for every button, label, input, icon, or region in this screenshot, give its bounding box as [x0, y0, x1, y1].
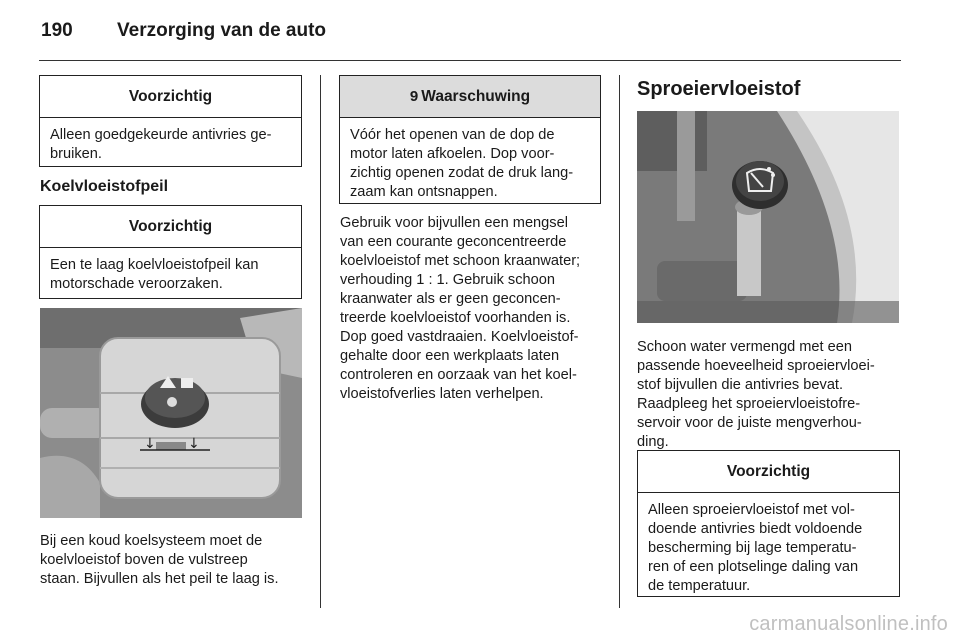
coolant-paragraph — [40, 532, 310, 589]
caution-line: motorschade veroorzaken. — [50, 276, 223, 292]
header-rule — [39, 60, 901, 61]
paragraph-line: kraanwater als er geen geconcen- — [340, 291, 561, 307]
warning-box — [339, 75, 601, 204]
warning-heading-label: Waarschuwing — [421, 87, 531, 105]
caution-heading: Voorzichtig — [40, 76, 301, 118]
coolant-reservoir-photo — [40, 308, 302, 518]
watermark: carmanualsonline.info — [749, 613, 948, 635]
caution-body — [40, 248, 301, 294]
warning-line: Vóór het openen van de dop de — [350, 127, 555, 143]
section-heading-coolant-level: Koelvloeistofpeil — [40, 178, 169, 195]
section-heading-washer-fluid: Sproeiervloeistof — [637, 78, 801, 100]
warning-9-icon: 9 — [409, 88, 419, 105]
paragraph-line: vloeistofverlies laten verhelpen. — [340, 386, 544, 402]
paragraph-line: koelvloeistof met schoon kraanwater; — [340, 253, 581, 269]
column-divider-2 — [619, 75, 620, 608]
paragraph-line: verhouding 1 : 1. Gebruik schoon — [340, 272, 555, 288]
caution-heading: Voorzichtig — [638, 451, 899, 493]
caution-line: Alleen sproeiervloeistof met vol- — [648, 502, 855, 518]
washer-reservoir-photo — [637, 111, 899, 323]
caution-line: Alleen goedgekeurde antivries ge- — [50, 127, 272, 143]
svg-text:↓: ↓ — [188, 436, 200, 452]
column-divider-1 — [320, 75, 321, 608]
paragraph-line: Schoon water vermengd met een — [637, 339, 852, 355]
coolant-fill-paragraph — [340, 214, 612, 404]
caution-heading: Voorzichtig — [40, 206, 301, 248]
caution-line: doende antivries biedt voldoende — [648, 521, 863, 537]
paragraph-line: treerde koelvloeistof voorhanden is. — [340, 310, 571, 326]
caution-line: de temperatuur. — [648, 578, 751, 594]
paragraph-line: stof bijvullen die antivries bevat. — [637, 377, 844, 393]
paragraph-line: ding. — [637, 434, 669, 450]
paragraph-line: staan. Bijvullen als het peil te laag is. — [40, 571, 279, 587]
page-number: 190 — [41, 20, 73, 41]
caution-box-antifreeze — [39, 75, 302, 167]
paragraph-line: koelvloeistof boven de vulstreep — [40, 552, 248, 568]
warning-line: zichtig openen zodat de druk lang- — [350, 165, 574, 181]
warning-line: motor laten afkoelen. Dop voor- — [350, 146, 555, 162]
paragraph-line: servoir voor de juiste mengverhou- — [637, 415, 862, 431]
page-title: Verzorging van de auto — [117, 20, 327, 41]
caution-line: bescherming bij lage temperatu- — [648, 540, 857, 556]
caution-box-coolant — [39, 205, 302, 299]
paragraph-line: passende hoeveelheid sproeiervloei- — [637, 358, 875, 374]
washer-fluid-paragraph — [637, 338, 909, 452]
paragraph-line: controleren en oorzaak van het koel- — [340, 367, 577, 383]
svg-text:↓: ↓ — [144, 436, 156, 452]
caution-body — [40, 118, 301, 164]
paragraph-line: gehalte door een werkplaats laten — [340, 348, 560, 364]
paragraph-line: Raadpleeg het sproeiervloeistofre- — [637, 396, 861, 412]
caution-line: bruiken. — [50, 146, 102, 162]
caution-line: Een te laag koelvloeistofpeil kan — [50, 257, 259, 273]
paragraph-line: Bij een koud koelsysteem moet de — [40, 533, 263, 549]
caution-line: ren of een plotselinge daling van — [648, 559, 859, 575]
warning-line: zaam kan ontsnappen. — [350, 184, 498, 200]
paragraph-line: van een courante geconcentreerde — [340, 234, 567, 250]
warning-heading — [340, 76, 600, 118]
paragraph-line: Gebruik voor bijvullen een mengsel — [340, 215, 568, 231]
paragraph-line: Dop goed vastdraaien. Koelvloeistof- — [340, 329, 579, 345]
warning-body — [340, 118, 600, 202]
caution-body — [638, 493, 899, 596]
caution-box-washer — [637, 450, 900, 597]
